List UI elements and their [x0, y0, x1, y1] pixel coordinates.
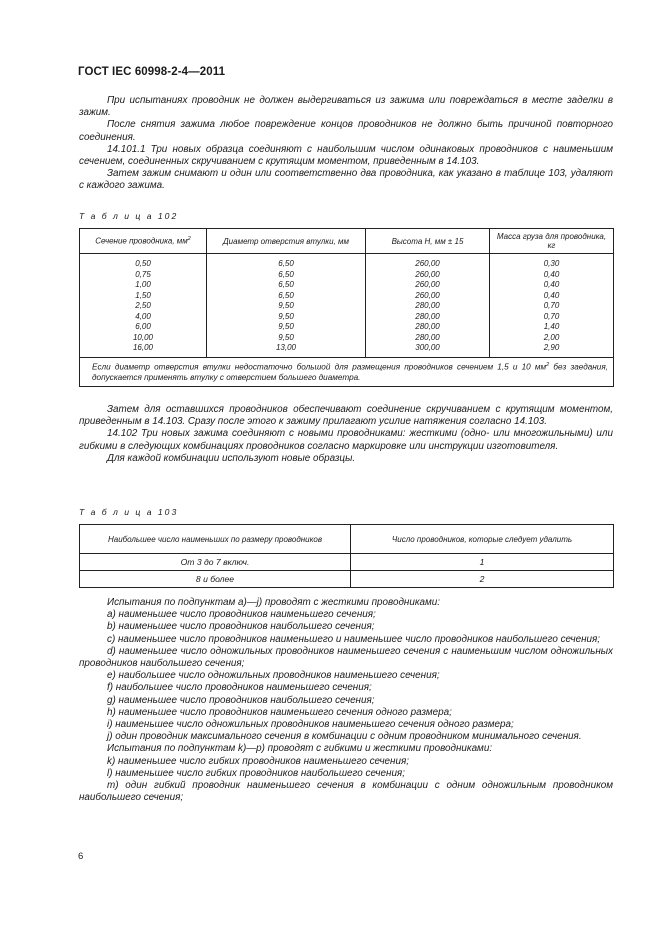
list-item: Испытания по подпунктам a)—j) проводят с жесткими проводниками:: [107, 597, 441, 608]
table-row: [80, 254, 614, 358]
paragraph: 14.102 Три новых зажима соединяют с новыми проводниками: жесткими (одно- или многожильными) или гибкими в следующих комбинациях проводников согласно маркировке или инструкции изготовителя.: [79, 428, 613, 452]
table-row: [80, 554, 614, 571]
list-item: k) наименьшее число гибких проводников наименьшего сечения;: [107, 755, 409, 767]
table-cell: 260,00 260,00 260,00 260,00 280,00 280,00 280,00 280,00 300,00: [366, 254, 490, 358]
list-item: h) наименьшее число проводников наименьшего сечения одного размера;: [107, 706, 452, 718]
paragraph: Затем зажим снимают и один или соответственно два проводника, как указано в таблице 103, удаляют с каждого зажима.: [79, 168, 613, 192]
column-header: Наибольшее число наименьших по размеру проводников: [80, 525, 351, 554]
column-header: [80, 229, 207, 254]
table-cell: 0,50 0,75 1,00 1,50 2,50 4,00 6,00 10,00 16,00: [80, 254, 207, 358]
paragraph: Затем для оставшихся проводников обеспечивают соединение скручиванием с крутящим моментом, приведенным в 14.103. Сразу после этого к зажиму прилагают усилие натяжения согласно 14.103.: [79, 404, 613, 428]
note-text: без заедания, допускается применять втулку с отверстием большего диаметра.: [92, 362, 608, 383]
list-item: c) наименьшее число проводников наименьшего и наименьшее число проводников наибольшего сечения;: [107, 633, 601, 645]
list-item: i) наименьшее число одножильных проводников наименьшего сечения одного размера;: [107, 719, 514, 731]
table-103: [79, 524, 614, 588]
table-cell: 6,50 6,50 6,50 6,50 9,50 9,50 9,50 9,50 13,00: [207, 254, 366, 358]
list-item: Испытания по подпунктам k)—p) проводят с гибкими и жесткими проводниками:: [107, 743, 493, 755]
table-cell: От 3 до 7 включ.: [80, 554, 351, 571]
middle-text: [79, 404, 613, 465]
list-item: j) один проводник максимального сечения в комбинации с одним проводником минимального сечения.: [107, 731, 582, 743]
list-item: b) наименьшее число проводников наибольшего сечения;: [107, 621, 375, 633]
list-item: g) наименьшее число проводников наибольшего сечения;: [107, 694, 375, 706]
table-cell: 8 и более: [80, 571, 351, 588]
table-cell: 1: [351, 554, 614, 571]
column-header: Высота H, мм ± 15: [366, 229, 490, 254]
header-text: Сечение проводника, мм: [95, 236, 188, 246]
paragraph: 14.101.1 Три новых образца соединяют с наибольшим числом одинаковых проводников с наименьшим сечением, соединенных скручиванием с крутящим моментом, приведенным в 14.103.: [79, 143, 613, 168]
table-header-row: [80, 525, 614, 554]
column-header: Число проводников, которые следует удалить: [351, 525, 614, 554]
table-note: [80, 357, 614, 387]
superscript: 2: [546, 361, 550, 368]
page-number: 6: [78, 851, 84, 862]
list-item: m) один гибкий проводник наименьшего сечения в комбинации с одним одножильным проводником наибольшего сечения;: [79, 780, 613, 804]
intro-text: [79, 95, 613, 193]
column-header: Масса груза для проводника, кг: [490, 229, 614, 254]
table-note-row: [80, 357, 614, 387]
column-header: Диаметр отверстия втулки, мм: [207, 229, 366, 254]
paragraph: Для каждой комбинации используют новые образцы.: [107, 452, 356, 464]
paragraph: При испытаниях проводник не должен выдергиваться из зажима или повреждаться в месте заделки в зажим.: [79, 95, 613, 119]
table-cell: 2: [351, 571, 614, 588]
list-item: d) наименьшее число одножильных проводников наименьшего сечения с наименьшим числом одножильных проводников наибольшего сечения;: [79, 645, 613, 670]
table-102: [79, 228, 614, 387]
table-row: [80, 571, 614, 588]
table-103-caption: Т а б л и ц а 103: [79, 507, 179, 517]
list-item: f) наибольшее число проводников наименьшего сечения;: [107, 682, 372, 694]
list-item: l) наименьшее число гибких проводников наибольшего сечения;: [107, 767, 405, 779]
test-list: [79, 597, 613, 804]
table-102-caption: Т а б л и ц а 102: [79, 211, 179, 221]
list-item: a) наименьшее число проводников наименьшего сечения;: [107, 609, 376, 621]
note-text: Если диаметр отверстия втулки недостаточно большой для размещения проводников сечением 1,5 и 10 мм: [92, 362, 547, 372]
paragraph: После снятия зажима любое повреждение концов проводников не должно быть причиной повторного соединения.: [79, 119, 613, 143]
document-header: ГОСТ IEC 60998-2-4—2011: [78, 66, 226, 78]
table-header-row: [80, 229, 614, 254]
list-item: e) наибольшее число одножильных проводников наименьшего сечения;: [107, 670, 440, 682]
table-cell: 0,30 0,40 0,40 0,40 0,70 0,70 1,40 2,00 2,90: [490, 254, 614, 358]
superscript: 2: [187, 236, 191, 243]
